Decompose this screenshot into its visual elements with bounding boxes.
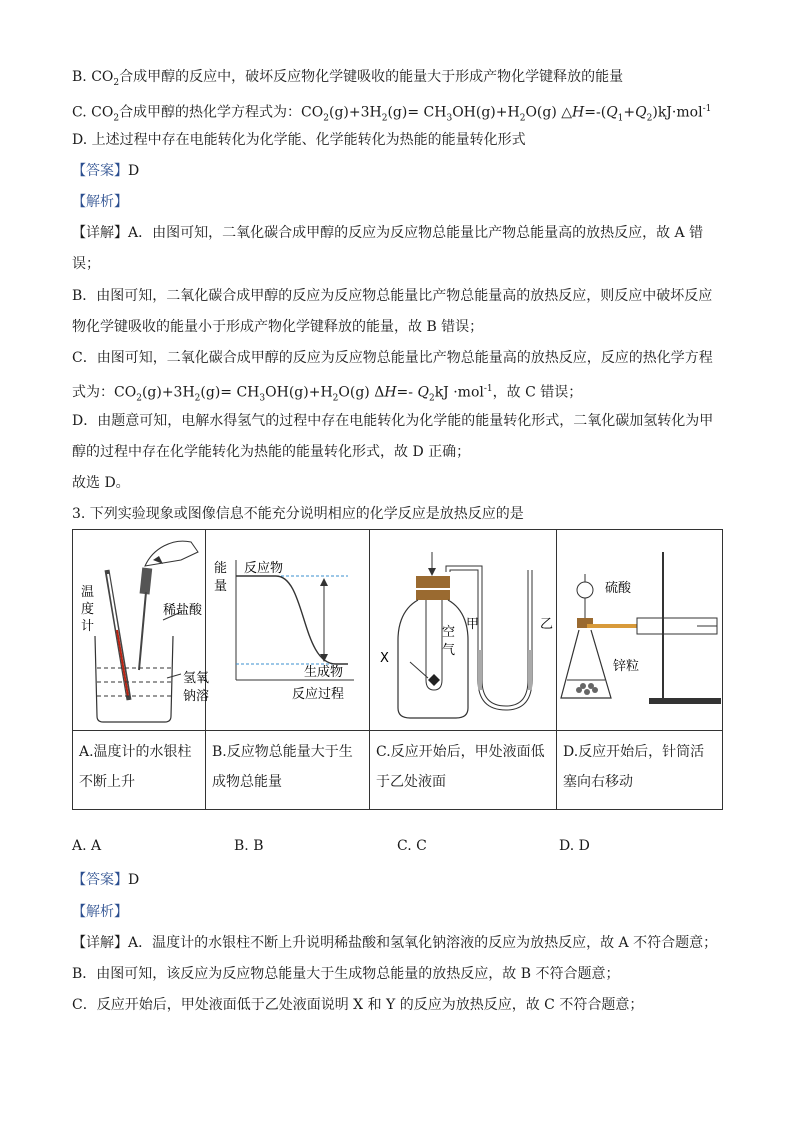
label-energy-1: 能	[214, 561, 228, 576]
label-naoh-1: 氢氧	[183, 671, 210, 686]
label-air-1: 空	[442, 625, 456, 640]
thermometer-beaker-diagram	[73, 530, 210, 726]
figure-d-cell	[557, 530, 723, 731]
detail-d-1: D．由题意可知，电解水得氢气的过程中存在电能转化为化学能的能量转化形式，二氧化碳加氢转化为甲	[72, 413, 714, 429]
label-reactant: 反应物	[244, 561, 284, 576]
label-x: X	[380, 651, 389, 666]
explain-c: C．反应开始后，甲处液面低于乙处液面说明 X 和 Y 的反应为放热反应，故 C 不符合题意；	[72, 997, 644, 1013]
explain-b: B．由图可知，该反应为反应物总能量大于生成物总能量的放热反应，故 B 不符合题意；	[72, 966, 620, 982]
option-a[interactable]: A. A	[72, 838, 102, 854]
detail-d-2: 醇的过程中存在化学能转化为热能的能量转化形式，故 D 正确；	[72, 444, 471, 460]
label-zinc: 锌粒	[613, 659, 640, 674]
figure-b-cell	[206, 530, 370, 731]
detail-c-1: C．由图可知，二氧化碳合成甲醇的反应为反应物总能量比产物总能量高的放热反应，反应的热化学方程	[72, 350, 713, 366]
u-tube-diagram	[370, 530, 557, 726]
label-sulfuric-acid: 硫酸	[605, 581, 632, 596]
energy-diagram	[206, 530, 370, 726]
question-3: 3. 下列实验现象或图像信息不能充分说明相应的化学反应是放热反应的是	[72, 506, 524, 522]
option-c-line: C. $CO_2$合成甲醇的热化学方程式为：$CO_2(g)+3H_2(g)= CH_3OH(g)+H_2O(g)$ $\triangle H=-(Q_1+Q_2)kJ\cdot mol^{-1}$	[72, 104, 712, 124]
detail-b-2: 物化学键吸收的能量小于形成产物化学键释放的能量，故 B 错误；	[72, 319, 484, 335]
answer-1: 【答案】D	[72, 163, 140, 179]
option-d-line: D. 上述过程中存在电能转化为化学能、化学能转化为热能的能量转化形式	[72, 132, 526, 148]
option-b[interactable]: B. B	[234, 838, 264, 854]
detail-a-1: 【详解】A．由图可知，二氧化碳合成甲醇的反应为反应物总能量比产物总能量高的放热反应，故 A 错	[72, 225, 704, 241]
figure-a-cell	[73, 530, 210, 731]
detail-c-2: 式为：$CO_2(g)+3H_2(g)= CH_3OH(g)+H_2O(g)$ ΔH=- $Q_2kJ \cdot mol^{-1}$，故 C 错误；	[72, 384, 583, 404]
option-d[interactable]: D. D	[559, 838, 590, 854]
choose-line: 故选 D。	[72, 475, 130, 491]
option-b-line: B. $CO_2$合成甲醇的反应中，破坏反应物化学键吸收的能量大于形成产物化学键释放的能量	[72, 69, 624, 88]
detail-b-1: B．由图可知，二氧化碳合成甲醇的反应为反应物总能量比产物总能量高的放热反应，则反应中破坏反应	[72, 288, 713, 304]
label-thermo-1: 温	[81, 585, 95, 600]
label-product: 生成物	[304, 665, 344, 680]
label-thermo-3: 计	[81, 619, 95, 634]
label-acid: 稀盐酸	[163, 603, 203, 618]
label-process: 反应过程	[292, 687, 345, 702]
explain-a: 【详解】A．温度计的水银柱不断上升说明稀盐酸和氢氧化钠溶液的反应为放热反应，故 A 不符合题意；	[72, 935, 718, 951]
option-c[interactable]: C. C	[397, 838, 427, 854]
label-yi: 乙	[540, 617, 554, 632]
label-energy-2: 量	[214, 579, 228, 594]
caption-a: A.温度计的水银柱不断上升	[73, 731, 206, 810]
syringe-flask-diagram	[557, 530, 723, 726]
label-air-2: 气	[442, 643, 456, 658]
label-jia: 甲	[466, 617, 480, 632]
detail-a-2: 误；	[72, 256, 100, 272]
figure-c-cell	[370, 530, 557, 731]
caption-d: D.反应开始后，针筒活塞向右移动	[557, 731, 723, 810]
label-thermo-2: 度	[81, 602, 95, 617]
label-naoh-2: 钠溶	[183, 689, 210, 704]
analysis-1: 【解析】	[72, 194, 128, 210]
answer-options	[72, 838, 722, 860]
caption-b: B.反应物总能量大于生成物总能量	[206, 731, 370, 810]
answer-2: 【答案】D	[72, 872, 140, 888]
analysis-2: 【解析】	[72, 904, 128, 920]
caption-c: C.反应开始后，甲处液面低于乙处液面	[370, 731, 557, 810]
figure-table	[72, 529, 723, 810]
